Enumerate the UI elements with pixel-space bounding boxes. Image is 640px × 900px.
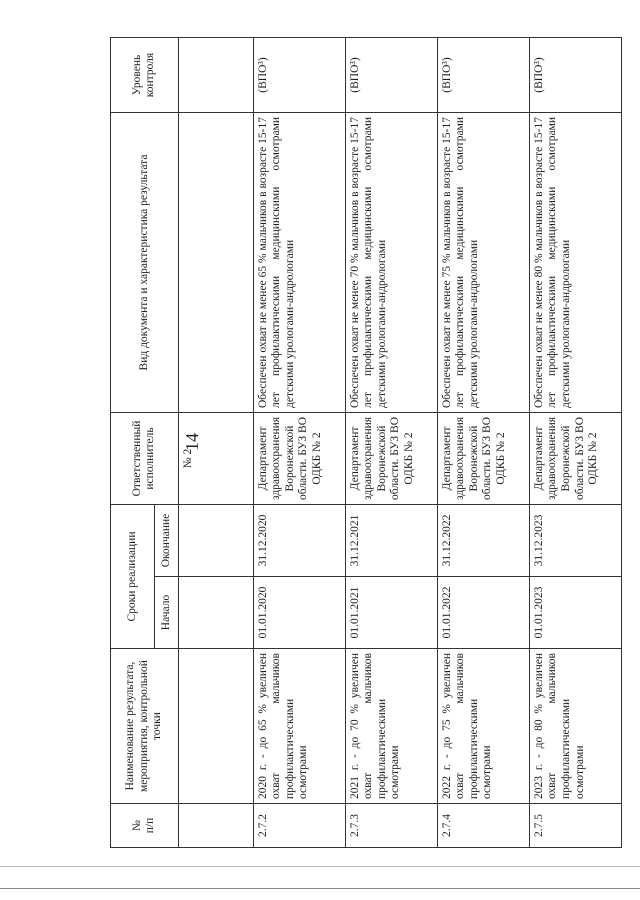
row-start: 01.01.2021 xyxy=(345,577,437,649)
row-document: Обеспечен охват не менее 80 % мальчиков в возрасте 15-17 лет профилактическими медицинскими осмотрами детскими урологами-андрологами xyxy=(529,113,621,413)
table-row xyxy=(437,38,529,848)
rotated-table-container xyxy=(110,38,622,848)
continuation-cell xyxy=(178,505,253,577)
row-start: 01.01.2020 xyxy=(253,577,345,649)
continuation-cell xyxy=(178,804,253,848)
row-document: Обеспечен охват не менее 70 % мальчиков в возрасте 15-17 лет профилактическими медицинскими осмотрами детскими урологами-андрологами xyxy=(345,113,437,413)
header-end: Окончание xyxy=(154,505,178,577)
row-control: (ВПО³) xyxy=(529,38,621,113)
row-number: 2.7.5 xyxy=(529,804,621,848)
row-control: (ВПО³) xyxy=(345,38,437,113)
continuation-row xyxy=(178,38,253,848)
row-responsible: Департамент здравоохранения Воронежской области. БУЗ ВО ОДКБ № 2 xyxy=(437,413,529,505)
row-document: Обеспечен охват не менее 75 % мальчиков в возрасте 15-17 лет профилактическими медицинскими осмотрами детскими урологами-андрологами xyxy=(437,113,529,413)
row-end: 31.12.2022 xyxy=(437,505,529,577)
row-number: 2.7.3 xyxy=(345,804,437,848)
page-number: 14 xyxy=(182,433,202,451)
row-control: (ВПО³) xyxy=(253,38,345,113)
scan-edge-line xyxy=(0,866,640,867)
continuation-cell xyxy=(178,649,253,804)
header-period: Сроки реализации xyxy=(111,505,155,649)
row-name: 2020 г. - до 65 % увеличен охват мальчиков профилактическими осмотрами xyxy=(253,649,345,804)
continuation-cell xyxy=(178,113,253,413)
results-table xyxy=(110,37,622,848)
header-document: Вид документа и характеристика результата xyxy=(111,113,179,413)
row-start: 01.01.2022 xyxy=(437,577,529,649)
row-end: 31.12.2020 xyxy=(253,505,345,577)
row-name: 2022 г. - до 75 % увеличен охват мальчиков профилактическими осмотрами xyxy=(437,649,529,804)
table-row xyxy=(529,38,621,848)
scan-edge-line xyxy=(0,888,640,889)
row-responsible: Департамент здравоохранения Воронежской области. БУЗ ВО ОДКБ № 2 xyxy=(529,413,621,505)
header-control: Уровень контроля xyxy=(111,38,179,113)
row-document: Обеспечен охват не менее 65 % мальчиков в возрасте 15-17 лет профилактическими медицинскими осмотрами детскими урологами-андрологами xyxy=(253,113,345,413)
continuation-responsible: № 2 xyxy=(178,413,253,505)
table-row xyxy=(253,38,345,848)
row-end: 31.12.2023 xyxy=(529,505,621,577)
row-responsible: Департамент здравоохранения Воронежской области. БУЗ ВО ОДКБ № 2 xyxy=(253,413,345,505)
header-responsible: Ответственный исполнитель xyxy=(111,413,179,505)
header-name: Наименование результата, мероприятия, контрольной точки xyxy=(111,649,179,804)
continuation-cell xyxy=(178,577,253,649)
row-control: (ВПО³) xyxy=(437,38,529,113)
row-end: 31.12.2021 xyxy=(345,505,437,577)
row-name: 2021 г. - до 70 % увеличен охват мальчиков профилактическими осмотрами xyxy=(345,649,437,804)
row-name: 2023 г. - до 80 % увеличен охват мальчиков профилактическими осмотрами xyxy=(529,649,621,804)
header-num-text: № п/п xyxy=(130,817,157,834)
header-row xyxy=(111,38,155,848)
table-row xyxy=(345,38,437,848)
row-number: 2.7.2 xyxy=(253,804,345,848)
header-start: Начало xyxy=(154,577,178,649)
row-responsible: Департамент здравоохранения Воронежской области. БУЗ ВО ОДКБ № 2 xyxy=(345,413,437,505)
continuation-cell xyxy=(178,38,253,113)
row-number: 2.7.4 xyxy=(437,804,529,848)
row-start: 01.01.2023 xyxy=(529,577,621,649)
header-num xyxy=(111,804,179,848)
